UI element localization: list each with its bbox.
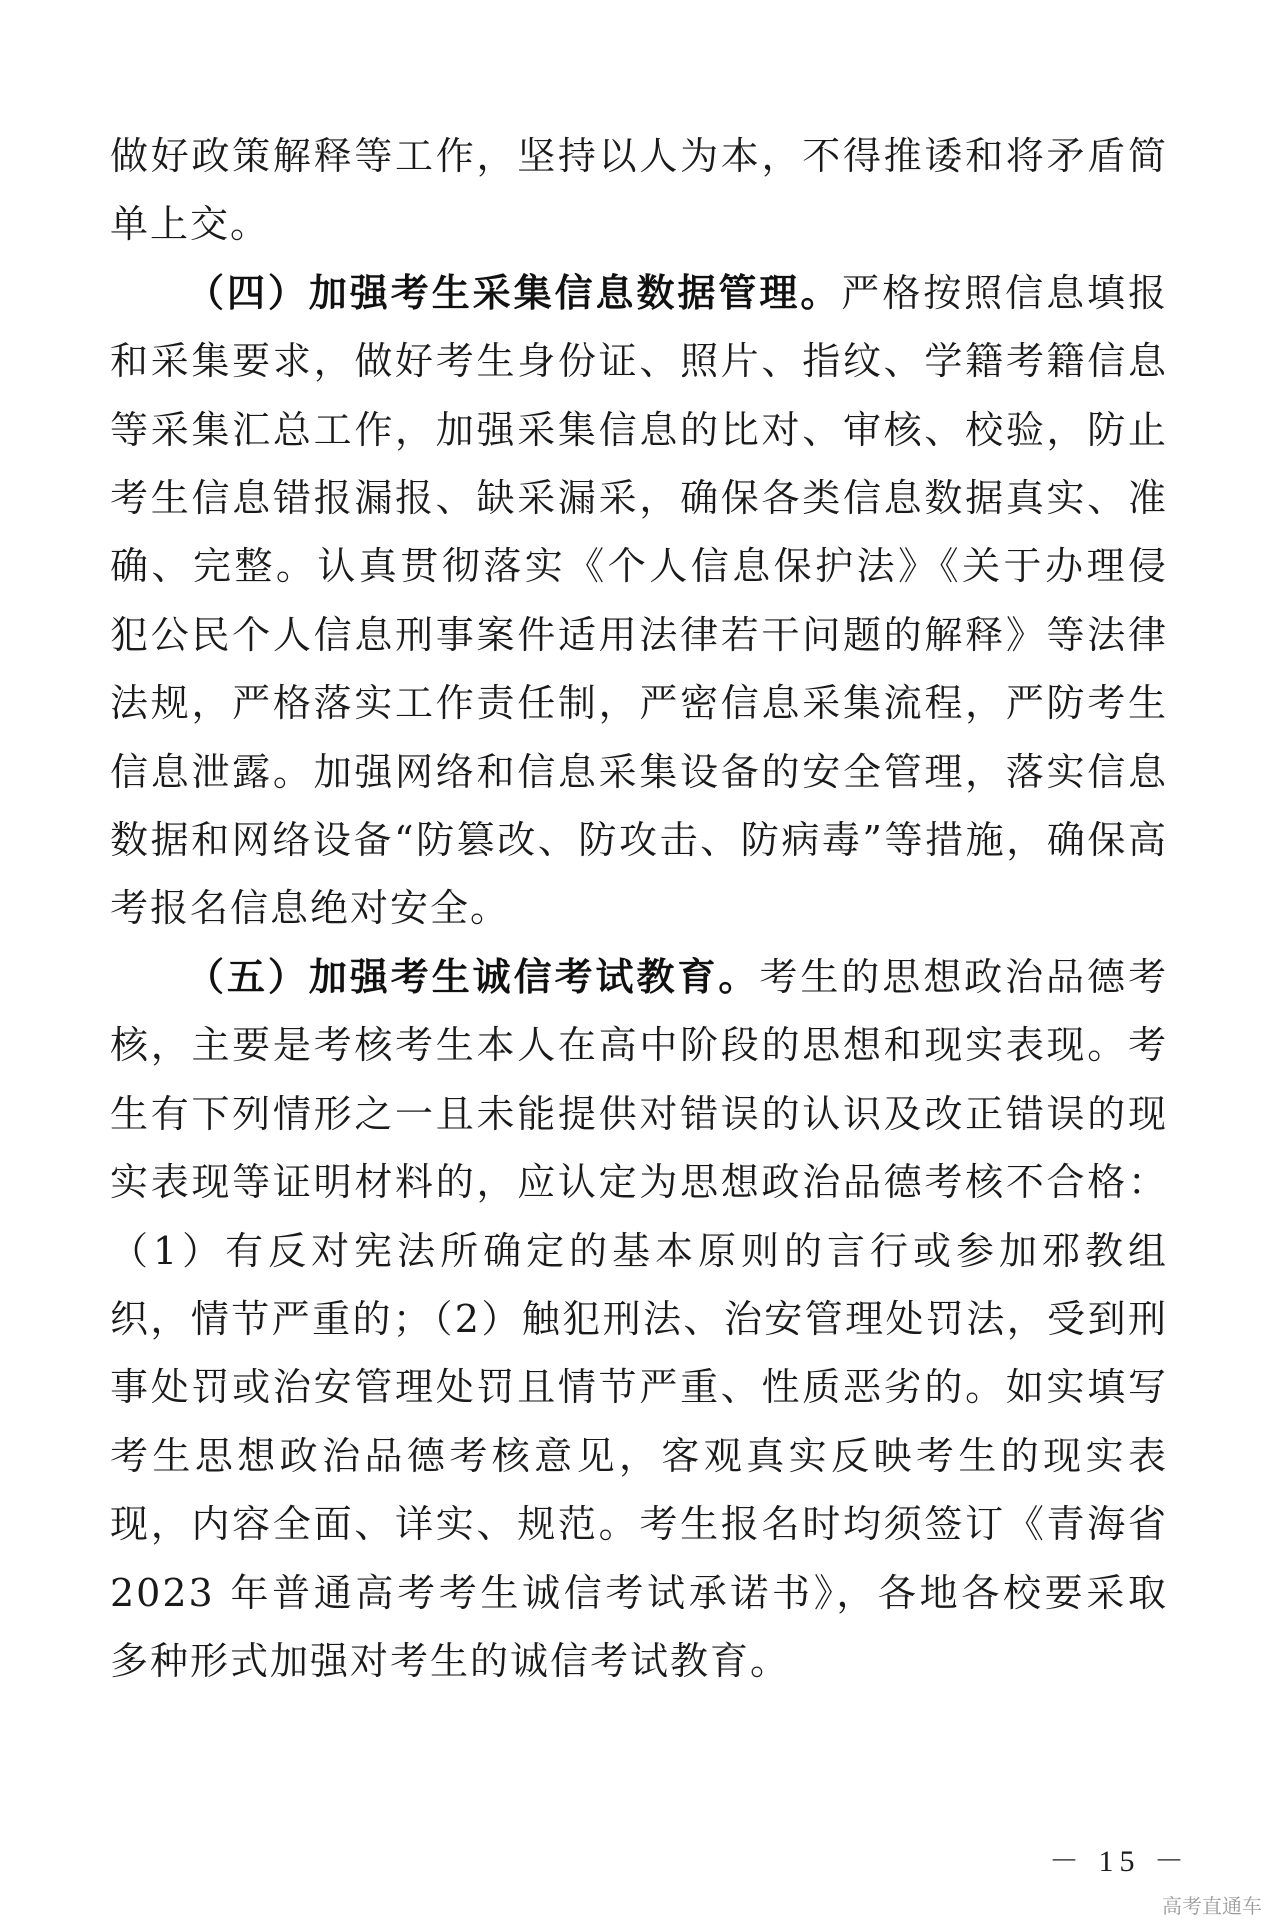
document-body [110, 122, 1168, 1695]
page-number: － 15 － [1049, 1845, 1190, 1878]
paragraph-section-5 [110, 943, 1168, 1695]
watermark: 高考直通车 [1162, 1894, 1262, 1918]
paragraph-text: 严格按照信息填报和采集要求，做好考生身份证、照片、指纹、学籍考籍信息等采集汇总工作，加强采集信息的比对、审核、校验，防止考生信息错报漏报、缺采漏采，确保各类信息数据真实、准确、完整。认真贯彻落实《个人信息保护法》《关于办理侵犯公民个人信息刑事案件适用法律若干问题的解释》等法律法规，严格落实工作责任制，严密信息采集流程，严防考生信息泄露。加强网络和信息采集设备的安全管理，落实信息数据和网络设备“防篡改、防攻击、防病毒”等措施，确保高考报名信息绝对安全。 [110, 270, 1168, 931]
section-heading: （五）加强考生诚信考试教育。 [186, 953, 760, 999]
paragraph-continuation [110, 122, 1168, 259]
paragraph-text: 做好政策解释等工作，坚持以人为本，不得推诿和将矛盾简单上交。 [110, 134, 1168, 247]
paragraph-text: 考生的思想政治品德考核，主要是考核考生本人在高中阶段的思想和现实表现。考生有下列情形之一且未能提供对错误的认识及改正错误的现实表现等证明材料的，应认定为思想政治品德考核不合格：（1）有反对宪法所确定的基本原则的言行或参加邪教组织，情节严重的；（2）触犯刑法、治安管理处罚法，受到刑事处罚或治安管理处罚且情节严重、性质恶劣的。如实填写考生思想政治品德考核意见，客观真实反映考生的现实表现，内容全面、详实、规范。考生报名时均须签订《青海省 2023 年普通高考考生诚信考试承诺书》，各地各校要采取多种形式加强对考生的诚信考试教育。 [110, 954, 1168, 1683]
paragraph-section-4 [110, 259, 1168, 943]
section-heading: （四）加强考生采集信息数据管理。 [186, 269, 842, 315]
